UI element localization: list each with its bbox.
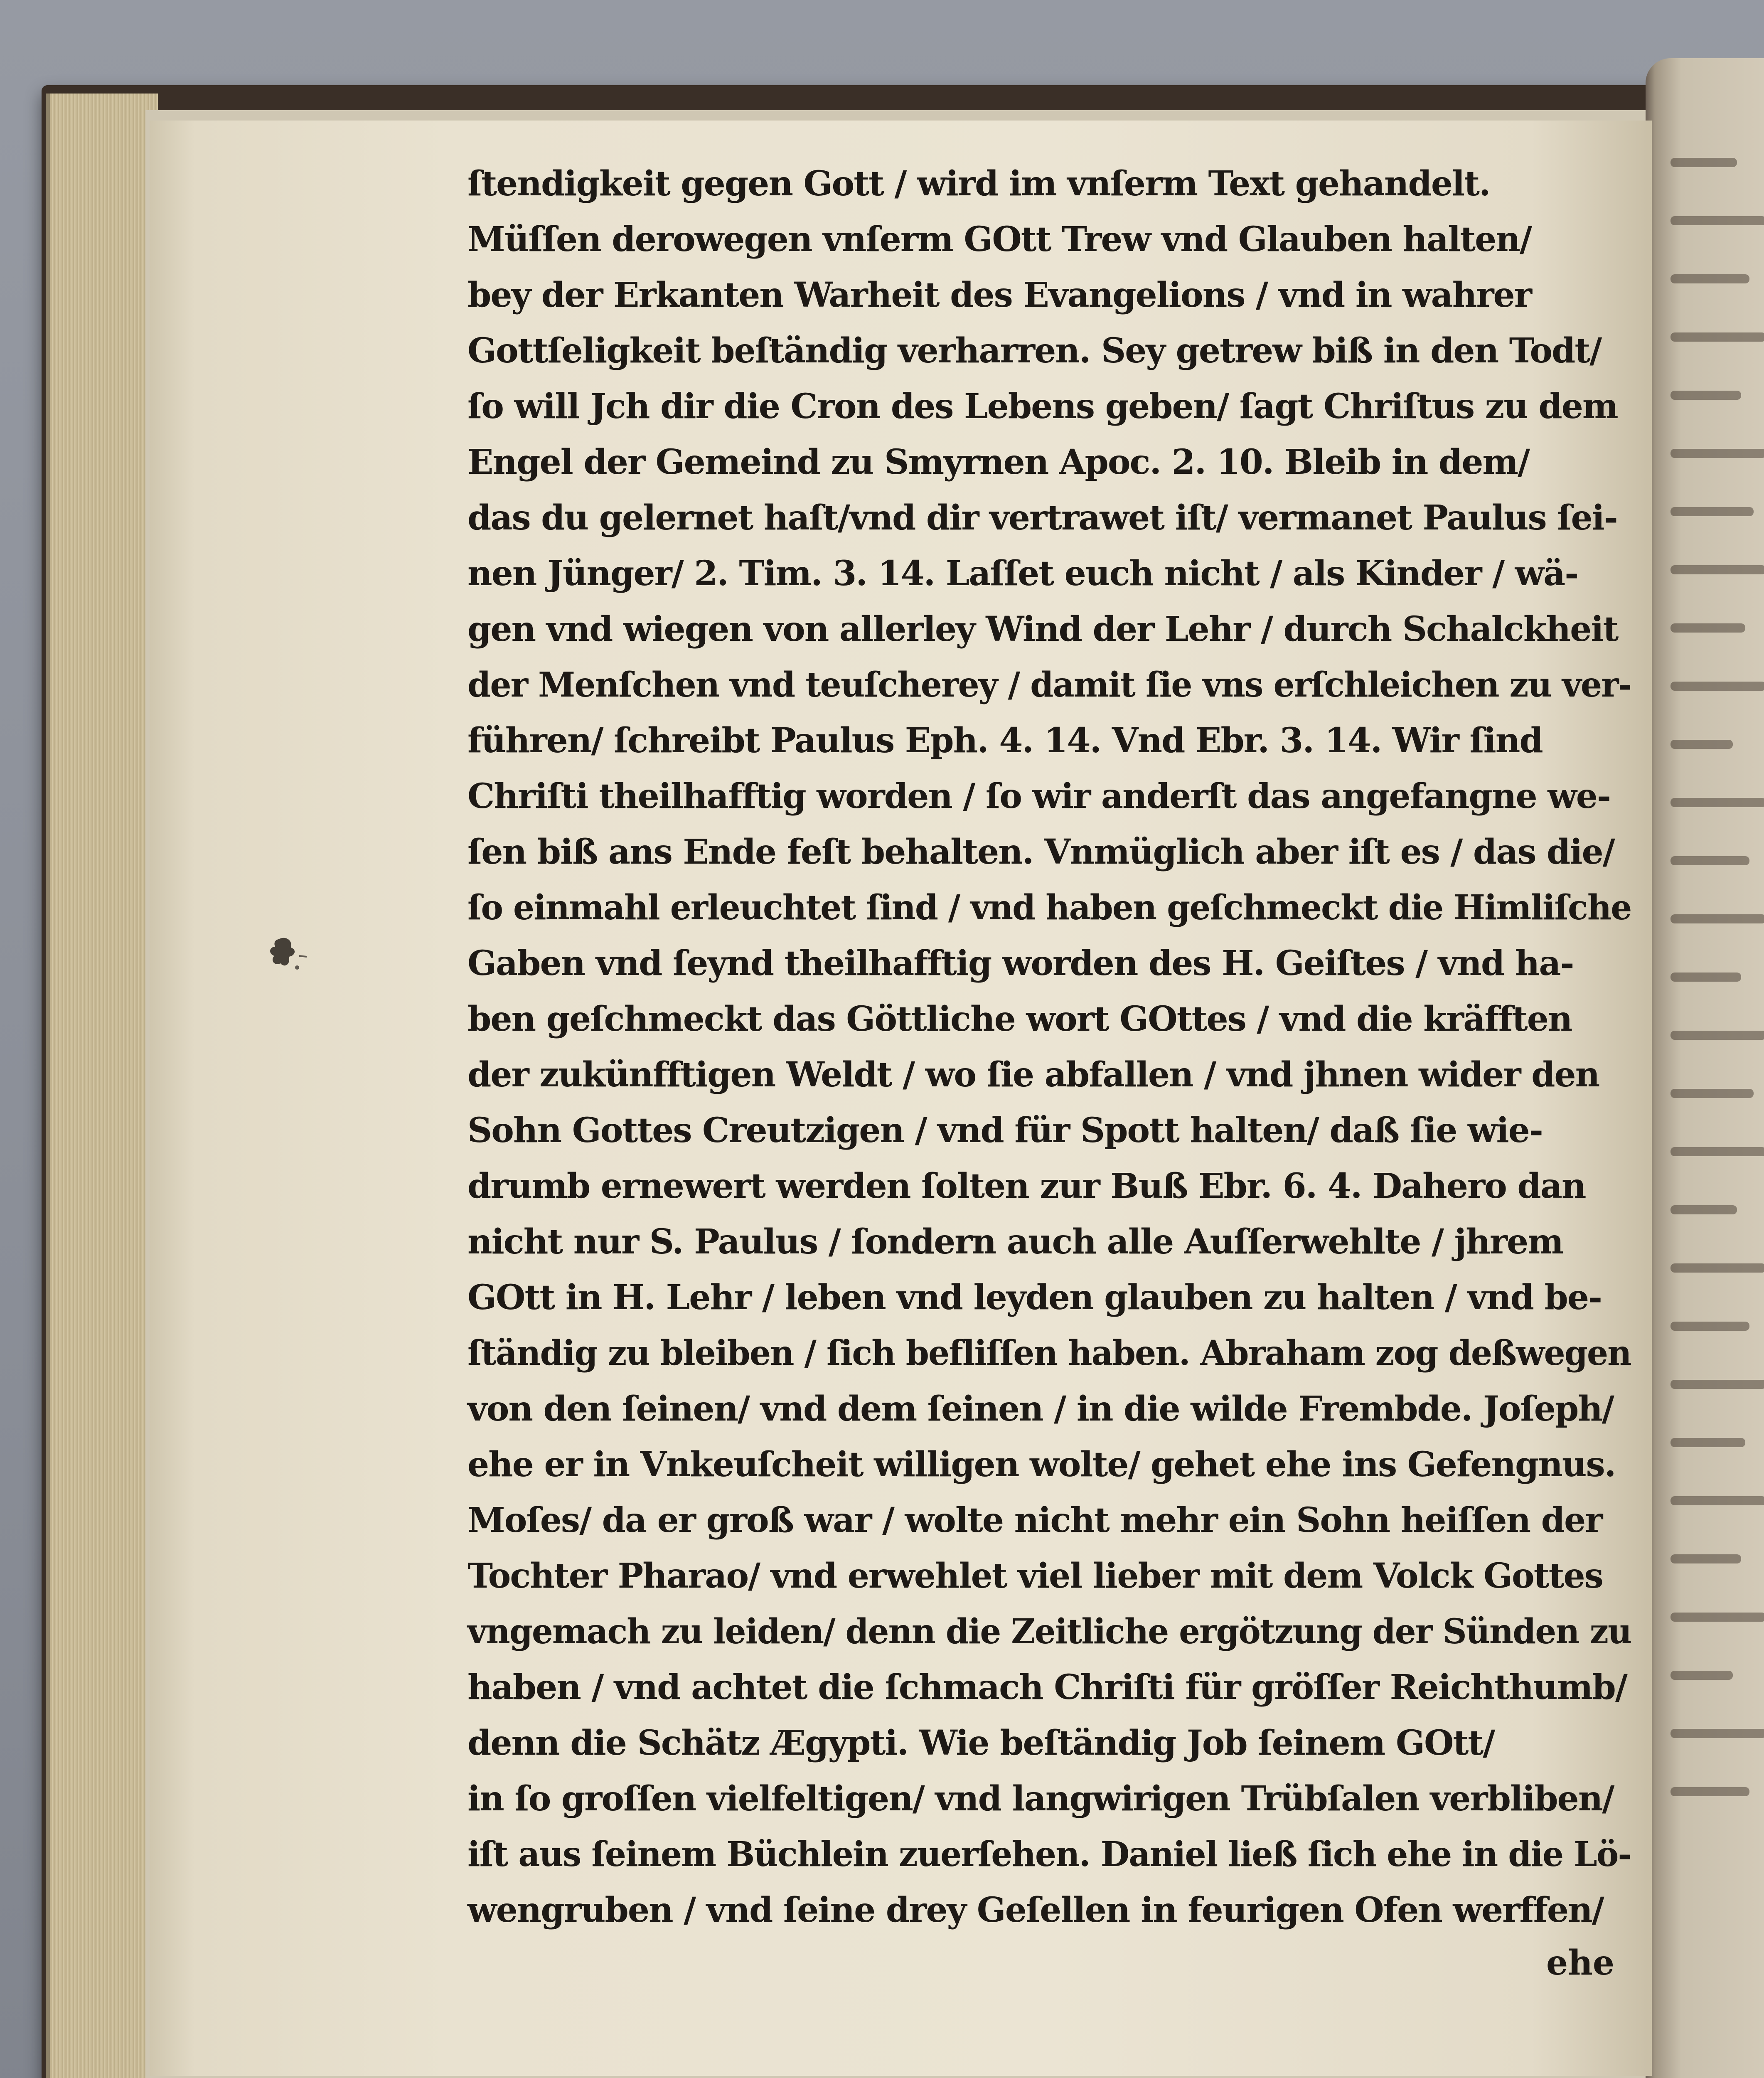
text-line: der Menſchen vnd teuſcherey / damit ſie vns erſchleichen zu ver- bbox=[467, 665, 1631, 705]
text-line: bey der Erkanten Warheit des Evangelions / vnd in wahrer bbox=[467, 275, 1531, 315]
show-through-text bbox=[1671, 1380, 1764, 1389]
text-line: Müſſen derowegen vnſerm GOtt Trew vnd Glauben halten/ bbox=[467, 219, 1531, 259]
text-line: ſo einmahl erleuchtet ſind / vnd haben geſchmeckt die Himliſche bbox=[467, 888, 1631, 928]
show-through-text bbox=[1671, 565, 1764, 574]
show-through-text bbox=[1671, 216, 1764, 225]
text-line: haben / vnd achtet die ſchmach Chriſti für gröſſer Reichthumb/ bbox=[467, 1667, 1627, 1707]
text-line: nen Jünger/ 2. Tim. 3. 14. Laſſet euch nicht / als Kinder / wä- bbox=[467, 554, 1578, 593]
show-through-text bbox=[1671, 274, 1749, 283]
text-line: führen/ ſchreibt Paulus Eph. 4. 14. Vnd Ebr. 3. 14. Wir ſind bbox=[467, 721, 1543, 761]
show-through-text bbox=[1671, 1613, 1764, 1622]
text-line: gen vnd wiegen von allerley Wind der Lehr / durch Schalckheit bbox=[467, 609, 1618, 649]
text-line: ſen biß ans Ende feſt behalten. Vnmüglich aber iſt es / das die/ bbox=[467, 832, 1614, 872]
ink-stain bbox=[262, 931, 308, 977]
catchword: ehe bbox=[1546, 1943, 1614, 1983]
show-through-text bbox=[1671, 1729, 1764, 1738]
text-line: von den ſeinen/ vnd dem ſeinen / in die wilde Frembde. Joſeph/ bbox=[467, 1389, 1614, 1429]
show-through-text bbox=[1671, 1438, 1745, 1447]
text-line: iſt aus ſeinem Büchlein zuerſehen. Daniel ließ ſich ehe in die Lö- bbox=[467, 1834, 1631, 1874]
text-line: vngemach zu leiden/ denn die Zeitliche ergötzung der Sünden zu bbox=[467, 1612, 1631, 1652]
show-through-text bbox=[1671, 1147, 1764, 1156]
show-through-text bbox=[1671, 1787, 1749, 1796]
text-line: denn die Schätz Ægypti. Wie beſtändig Job ſeinem GOtt/ bbox=[467, 1723, 1495, 1763]
adjacent-page bbox=[1646, 58, 1764, 2078]
show-through-text bbox=[1671, 973, 1741, 982]
show-through-text bbox=[1671, 914, 1764, 923]
body-text bbox=[467, 156, 1631, 1988]
text-line: in ſo groſſen vielfeltigen/ vnd langwirigen Trübſalen verbliben/ bbox=[467, 1779, 1614, 1819]
text-line: nicht nur S. Paulus / ſondern auch alle Auſſerwehlte / jhrem bbox=[467, 1222, 1563, 1262]
text-line: ſtendigkeit gegen Gott / wird im vnſerm Text gehandelt. bbox=[467, 164, 1490, 204]
book-page bbox=[150, 121, 1652, 2076]
show-through-text bbox=[1671, 449, 1764, 458]
text-line: wengruben / vnd ſeine drey Geſellen in feurigen Ofen werffen/ bbox=[467, 1890, 1604, 1930]
page-edges bbox=[46, 94, 158, 2078]
show-through-text bbox=[1671, 158, 1737, 167]
show-through-text bbox=[1671, 740, 1733, 749]
show-through-text bbox=[1671, 332, 1764, 342]
text-line: Engel der Gemeind zu Smyrnen Apoc. 2. 10. Bleib in dem/ bbox=[467, 442, 1530, 482]
text-line: GOtt in H. Lehr / leben vnd leyden glauben zu halten / vnd be- bbox=[467, 1278, 1602, 1317]
show-through-text bbox=[1671, 391, 1741, 400]
text-line: Moſes/ da er groß war / wolte nicht mehr ein Sohn heiſſen der bbox=[467, 1500, 1602, 1540]
text-line: der zukünfftigen Weldt / wo ſie abfallen / vnd jhnen wider den bbox=[467, 1055, 1599, 1095]
text-line: ben geſchmeckt das Göttliche wort GOttes / vnd die kräfften bbox=[467, 999, 1572, 1039]
show-through-text bbox=[1671, 1671, 1733, 1680]
text-line: ſo will Jch dir die Cron des Lebens geben/ ſagt Chriſtus zu dem bbox=[467, 387, 1618, 426]
show-through-text bbox=[1671, 1263, 1764, 1273]
show-through-text bbox=[1671, 1496, 1764, 1505]
show-through-text bbox=[1671, 682, 1764, 691]
text-line: ſtändig zu bleiben / ſich befliſſen haben. Abraham zog deßwegen bbox=[467, 1333, 1631, 1373]
show-through-text bbox=[1671, 1031, 1764, 1040]
text-line: Gaben vnd ſeynd theilhafftig worden des H. Geiſtes / vnd ha- bbox=[467, 943, 1574, 983]
text-line: ehe er in Vnkeuſcheit willigen wolte/ gehet ehe ins Gefengnus. bbox=[467, 1445, 1616, 1485]
show-through-text bbox=[1671, 1089, 1754, 1098]
show-through-text bbox=[1671, 623, 1745, 633]
show-through-text bbox=[1671, 507, 1754, 516]
show-through-text bbox=[1671, 1554, 1741, 1563]
show-through-text bbox=[1671, 798, 1764, 807]
text-line: Sohn Gottes Creutzigen / vnd für Spott halten/ daß ſie wie- bbox=[467, 1110, 1543, 1150]
text-line: drumb ernewert werden ſolten zur Buß Ebr. 6. 4. Dahero dan bbox=[467, 1166, 1586, 1206]
text-line: Tochter Pharao/ vnd erwehlet viel lieber mit dem Volck Gottes bbox=[467, 1556, 1603, 1596]
show-through-text bbox=[1671, 1205, 1737, 1214]
show-through-text bbox=[1671, 1322, 1749, 1331]
show-through-text bbox=[1671, 856, 1749, 865]
text-line: Gottſeligkeit beſtändig verharren. Sey getrew biß in den Todt/ bbox=[467, 331, 1602, 371]
text-line: das du gelernet haſt/vnd dir vertrawet iſt/ vermanet Paulus ſei- bbox=[467, 498, 1617, 538]
text-line: Chriſti theilhafftig worden / ſo wir anderſt das angefangne we- bbox=[467, 776, 1611, 816]
